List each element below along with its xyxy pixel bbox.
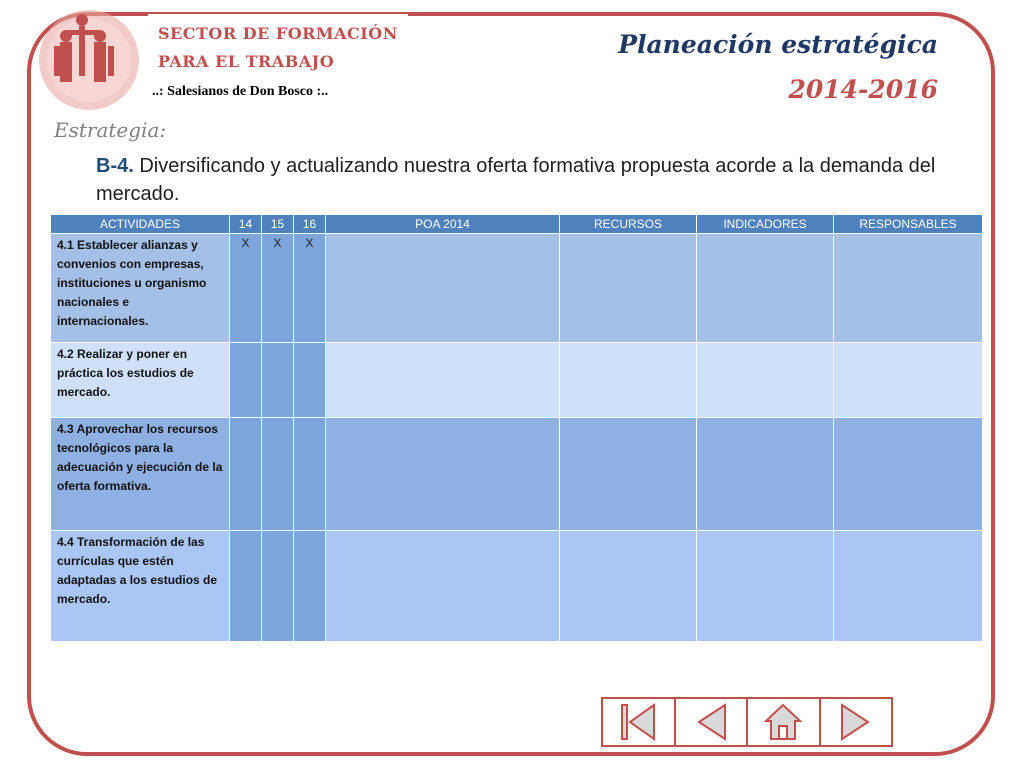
activity-cell: 4.4 Transformación de las currículas que estén adaptadas a los estudios de mercado. [51, 531, 230, 642]
activities-table [50, 214, 983, 642]
recursos-cell[interactable] [560, 343, 697, 418]
first-icon [618, 702, 658, 742]
activity-cell: 4.2 Realizar y poner en práctica los estudios de mercado. [51, 343, 230, 418]
org-name-line1: SECTOR DE FORMACIÓN [158, 24, 398, 43]
strategy-statement [96, 152, 956, 208]
col-header-15: 15 [262, 215, 294, 234]
responsables-cell[interactable] [834, 234, 983, 343]
poa-cell[interactable] [326, 531, 560, 642]
activity-cell: 4.3 Aprovechar los recursos tecnológicos para la adecuación y ejecución de la oferta formativa. [51, 418, 230, 531]
section-label: Estrategia: [54, 118, 167, 142]
poa-cell[interactable] [326, 234, 560, 343]
year-16-cell: X [294, 234, 326, 343]
table-row [51, 531, 983, 642]
table-row [51, 343, 983, 418]
activity-cell: 4.1 Establecer alianzas y convenios con empresas, instituciones u organismo nacionales e internacionales. [51, 234, 230, 343]
org-name-line2: PARA EL TRABAJO [158, 52, 335, 71]
responsables-cell[interactable] [834, 418, 983, 531]
strategy-text: Diversificando y actualizando nuestra oferta formativa propuesta acorde a la demanda del mercado. [96, 155, 936, 205]
col-header-responsables: RESPONSABLES [834, 215, 983, 234]
year-14-cell [230, 343, 262, 418]
col-header-poa: POA 2014 [326, 215, 560, 234]
year-15-cell [262, 418, 294, 531]
year-14-cell [230, 531, 262, 642]
home-icon [763, 702, 803, 742]
col-header-indicadores: INDICADORES [697, 215, 834, 234]
slide-navigation [601, 697, 893, 747]
indicadores-cell[interactable] [697, 418, 834, 531]
table-row [51, 418, 983, 531]
responsables-cell[interactable] [834, 343, 983, 418]
year-16-cell [294, 343, 326, 418]
table-header-row [51, 215, 983, 234]
page-years: 2014-2016 [788, 75, 938, 104]
recursos-cell[interactable] [560, 234, 697, 343]
next-slide-button[interactable] [821, 699, 892, 745]
col-header-recursos: RECURSOS [560, 215, 697, 234]
first-slide-button[interactable] [603, 699, 676, 745]
next-icon [836, 702, 876, 742]
col-header-14: 14 [230, 215, 262, 234]
page-title: Planeación estratégica [618, 30, 938, 59]
year-16-cell [294, 418, 326, 531]
year-15-cell: X [262, 234, 294, 343]
responsables-cell[interactable] [834, 531, 983, 642]
year-15-cell [262, 531, 294, 642]
indicadores-cell[interactable] [697, 234, 834, 343]
year-14-cell: X [230, 234, 262, 343]
prev-icon [691, 702, 731, 742]
indicadores-cell[interactable] [697, 531, 834, 642]
year-15-cell [262, 343, 294, 418]
salesianos-logo [30, 6, 148, 114]
recursos-cell[interactable] [560, 418, 697, 531]
previous-slide-button[interactable] [676, 699, 749, 745]
poa-cell[interactable] [326, 343, 560, 418]
year-14-cell [230, 418, 262, 531]
org-subtitle: ..: Salesianos de Don Bosco :.. [152, 84, 329, 99]
home-button[interactable] [748, 699, 821, 745]
col-header-actividades: ACTIVIDADES [51, 215, 230, 234]
recursos-cell[interactable] [560, 531, 697, 642]
indicadores-cell[interactable] [697, 343, 834, 418]
col-header-16: 16 [294, 215, 326, 234]
year-16-cell [294, 531, 326, 642]
org-branding [148, 14, 408, 106]
table-row [51, 234, 983, 343]
strategy-code: B-4. [96, 155, 134, 177]
poa-cell[interactable] [326, 418, 560, 531]
